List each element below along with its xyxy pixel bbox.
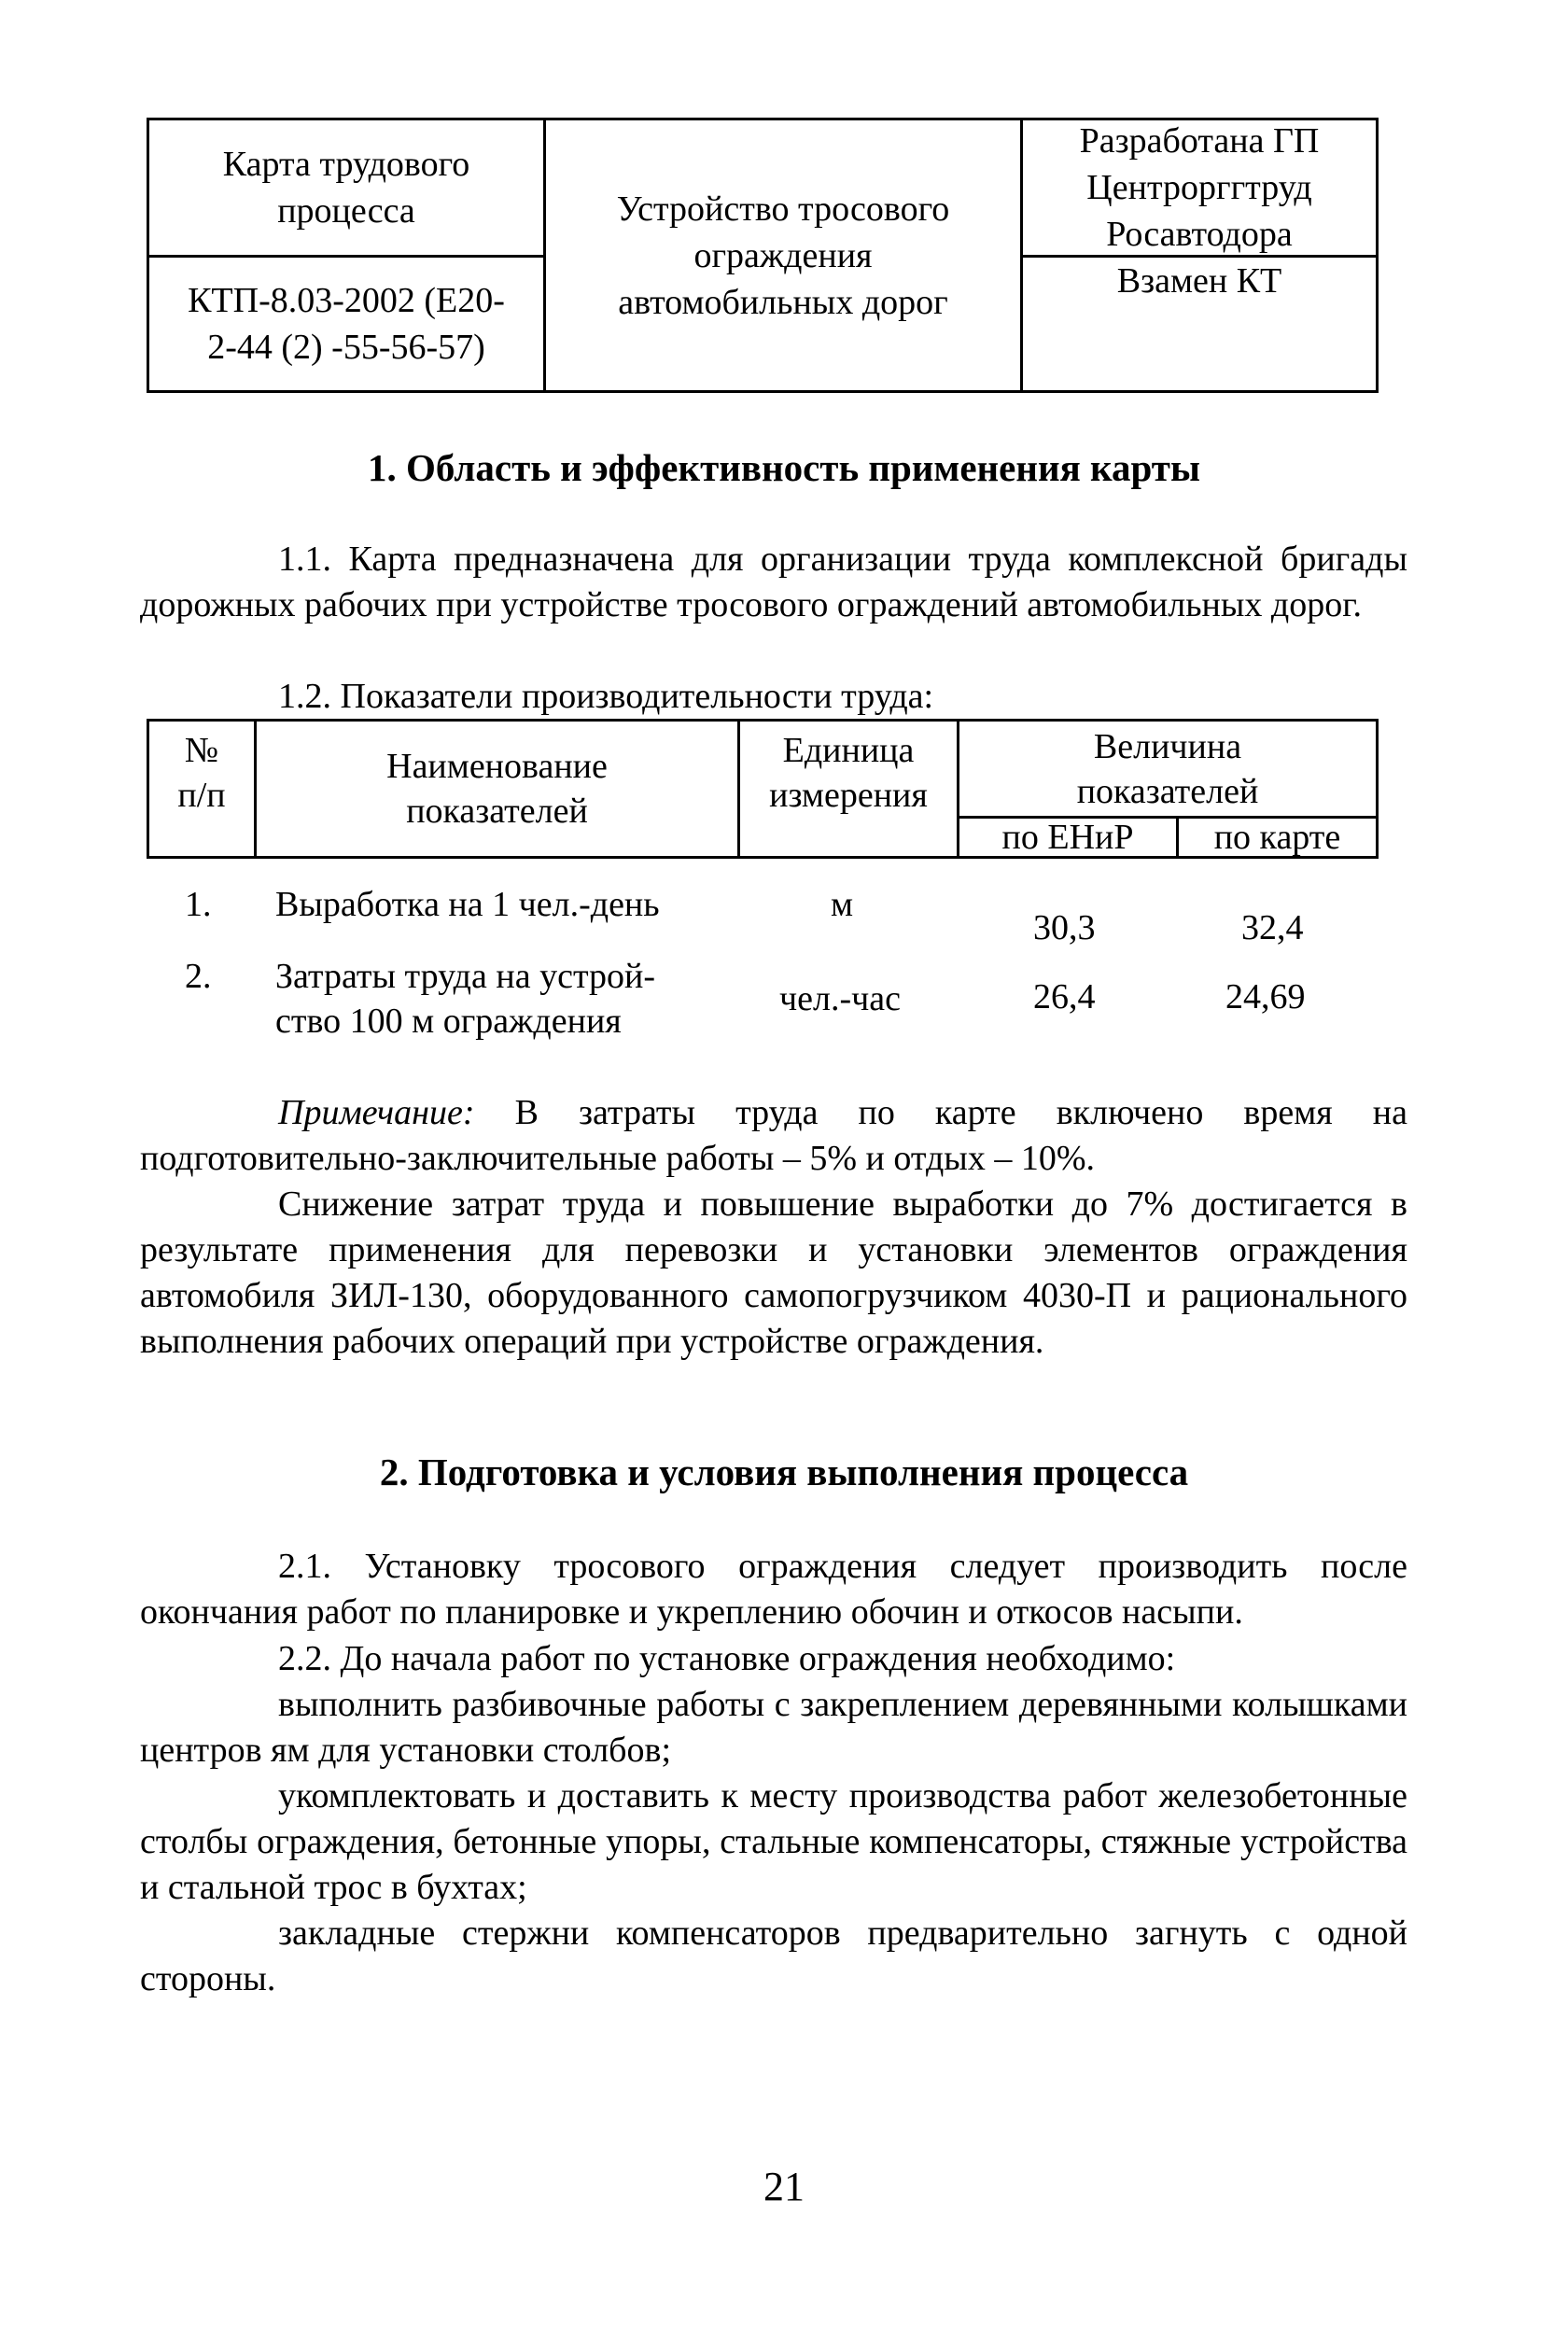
developed-by: Разработана ГП Центрорггтруд Росавтодора	[1079, 121, 1320, 254]
card-code: КТП-8.03-2002 (Е20-2-44 (2) -55-56-57)	[188, 281, 505, 367]
row-1-card: 32,4	[1241, 908, 1304, 947]
list-item-1-text: выполнить разбивочные работы с закреплением деревянными колышками центров ям для установки столбов;	[140, 1685, 1407, 1770]
reduction-paragraph	[140, 1182, 1407, 1365]
col-header-enir: по ЕНиР	[1001, 818, 1134, 857]
paragraph-2-1	[140, 1544, 1407, 1635]
col-header-value: Величина показателей	[1076, 726, 1259, 811]
note-paragraph	[140, 1090, 1407, 1182]
page-number: 21	[763, 2164, 805, 2209]
row-1-enir: 30,3	[1033, 908, 1096, 947]
row-1-name: Выработка на 1 чел.-день	[275, 885, 660, 924]
paragraph-1-1	[140, 537, 1407, 628]
replaces: Взамен КТ	[1116, 261, 1282, 301]
section-2-heading: 2. Подготовка и условия выполнения процесса	[379, 1451, 1189, 1493]
reduction-text: Снижение затрат труда и повышение выработки до 7% достигается в результате применения для перевозки и установки элементов ограждения автомобиля ЗИЛ-130, оборудованного самопогрузчиком 4030-П и рационального выполнения рабочих операций при устройстве ограждения.	[140, 1185, 1407, 1361]
list-item-2-text: укомплектовать и доставить к месту производства работ железобетонные столбы ограждения, бетонные упоры, стальные компенсаторы, стяжные устройства и стальной трос в бухтах;	[140, 1776, 1407, 1907]
list-item	[140, 1773, 1407, 1911]
list-item	[140, 1682, 1407, 1773]
list-item	[140, 1911, 1407, 2002]
indicators-table	[147, 719, 1379, 859]
row-2-name-line2: ство 100 м ограждения	[275, 1002, 622, 1041]
row-2-card: 24,69	[1225, 977, 1306, 1016]
col-header-name: Наименование показателей	[386, 747, 608, 831]
paragraph-1-2-text: 1.2. Показатели производительности труда:	[278, 677, 934, 716]
note-label: Примечание:	[278, 1093, 475, 1132]
row-1-no: 1.	[185, 885, 212, 924]
row-2-name-line1: Затраты труда на устрой-	[275, 957, 656, 996]
paragraph-2-2	[140, 1636, 1407, 1682]
col-header-no: № п/п	[177, 731, 226, 815]
paragraph-2-1-text: 2.1. Установку тросового ограждения следует производить после окончания работ по планировке и укреплению обочин и откосов насыпи.	[140, 1547, 1407, 1632]
row-1-unit: м	[831, 885, 854, 924]
paragraph-2-2-text: 2.2. До начала работ по установке ограждения необходимо:	[278, 1639, 1176, 1678]
row-2-no: 2.	[185, 957, 212, 996]
paragraph-1-1-text: 1.1. Карта предназначена для организации труда комплексной бригады дорожных рабочих при устройстве тросового ограждений автомобильных дорог.	[140, 540, 1407, 624]
card-title: Карта трудового процесса	[222, 145, 470, 231]
note-text: В затраты труда по карте включено время на подготовительно-заключительные работы – 5% и отдых – 10%.	[140, 1093, 1407, 1178]
col-header-card: по карте	[1213, 818, 1341, 857]
list-item-3-text: закладные стержни компенсаторов предварительно загнуть с одной стороны.	[140, 1913, 1407, 1998]
row-2-unit: чел.-час	[779, 979, 901, 1018]
row-2-enir: 26,4	[1033, 977, 1096, 1016]
header-table	[147, 118, 1379, 393]
col-header-unit: Единица измерения	[769, 731, 928, 815]
paragraph-1-2	[140, 674, 1407, 720]
section-1-heading: 1. Область и эффективность применения карты	[368, 446, 1200, 489]
card-subject: Устройство тросового ограждения автомобильных дорог	[616, 189, 950, 322]
